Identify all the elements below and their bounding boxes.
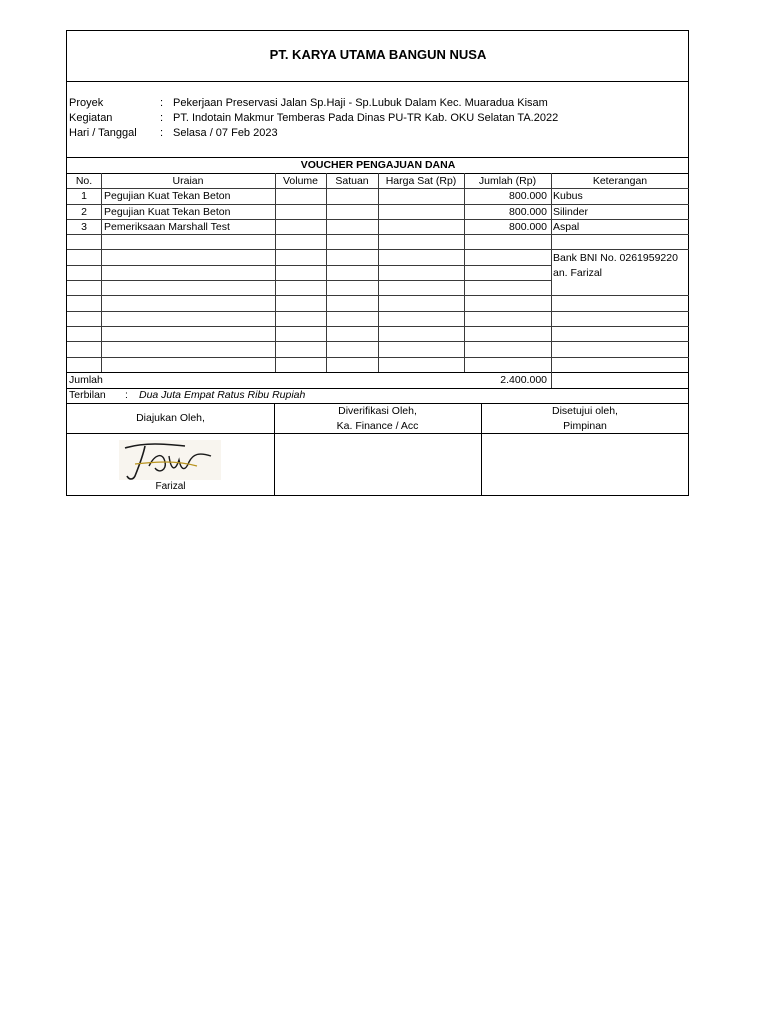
- header-jumlah: Jumlah (Rp): [478, 175, 537, 187]
- row-jumlah: 800.000: [509, 221, 547, 233]
- separator: :: [125, 389, 128, 401]
- tanggal-label: Hari / Tanggal: [69, 127, 137, 139]
- terbilan-label: Terbilan: [69, 389, 106, 401]
- divider: [67, 372, 689, 373]
- row-keterangan: Aspal: [553, 221, 580, 233]
- divider: [67, 433, 689, 434]
- diverifikasi-role: Ka. Finance / Acc: [336, 420, 419, 432]
- kegiatan-value: PT. Indotain Makmur Temberas Pada Dinas PU-TR Kab. OKU Selatan TA.2022: [173, 112, 559, 124]
- separator: :: [160, 112, 164, 124]
- column-divider: [101, 173, 102, 372]
- header-volume: Volume: [282, 175, 319, 187]
- row-no: 2: [81, 206, 87, 218]
- divider: [67, 265, 551, 266]
- separator: :: [160, 97, 164, 109]
- terbilan-value: Dua Juta Empat Ratus Ribu Rupiah: [139, 389, 306, 401]
- column-divider: [464, 173, 465, 372]
- diajukan-name: Farizal: [155, 481, 186, 492]
- proyek-value: Pekerjaan Preservasi Jalan Sp.Haji - Sp.Lubuk Dalam Kec. Muaradua Kisam: [173, 97, 548, 109]
- header-satuan: Satuan: [335, 175, 369, 187]
- voucher-sheet: [66, 30, 689, 496]
- column-divider: [326, 173, 327, 372]
- header-keterangan: Keterangan: [592, 175, 648, 187]
- voucher-title: VOUCHER PENGAJUAN DANA: [300, 159, 456, 171]
- disetujui-label: Disetujui oleh,: [552, 405, 618, 417]
- diverifikasi-label: Diverifikasi Oleh,: [338, 405, 417, 417]
- account-name: an. Farizal: [553, 267, 603, 279]
- row-keterangan: Kubus: [553, 190, 583, 202]
- proyek-label: Proyek: [69, 97, 104, 109]
- row-no: 1: [81, 190, 87, 202]
- bank-note: Bank BNI No. 0261959220: [553, 252, 678, 264]
- row-uraian: Pegujian Kuat Tekan Beton: [104, 190, 231, 202]
- separator: :: [160, 127, 164, 139]
- column-divider: [275, 173, 276, 372]
- column-divider: [378, 173, 379, 372]
- row-uraian: Pemeriksaan Marshall Test: [104, 221, 230, 233]
- row-no: 3: [81, 221, 87, 233]
- disetujui-role: Pimpinan: [563, 420, 607, 432]
- header-harga: Harga Sat (Rp): [385, 175, 457, 187]
- header-no: No.: [75, 175, 93, 187]
- diajukan-label: Diajukan Oleh,: [136, 412, 205, 424]
- header-uraian: Uraian: [172, 175, 204, 187]
- jumlah-total: 2.400.000: [500, 374, 547, 386]
- column-divider: [551, 173, 552, 388]
- divider: [67, 280, 551, 281]
- kegiatan-label: Kegiatan: [69, 112, 113, 124]
- row-jumlah: 800.000: [509, 206, 547, 218]
- row-uraian: Pegujian Kuat Tekan Beton: [104, 206, 231, 218]
- signature-image: [115, 436, 225, 484]
- company-title: PT. KARYA UTAMA BANGUN NUSA: [269, 47, 487, 62]
- divider: [67, 81, 689, 82]
- jumlah-label: Jumlah: [69, 374, 103, 386]
- row-jumlah: 800.000: [509, 190, 547, 202]
- tanggal-value: Selasa / 07 Feb 2023: [173, 127, 278, 139]
- row-keterangan: Silinder: [553, 206, 589, 218]
